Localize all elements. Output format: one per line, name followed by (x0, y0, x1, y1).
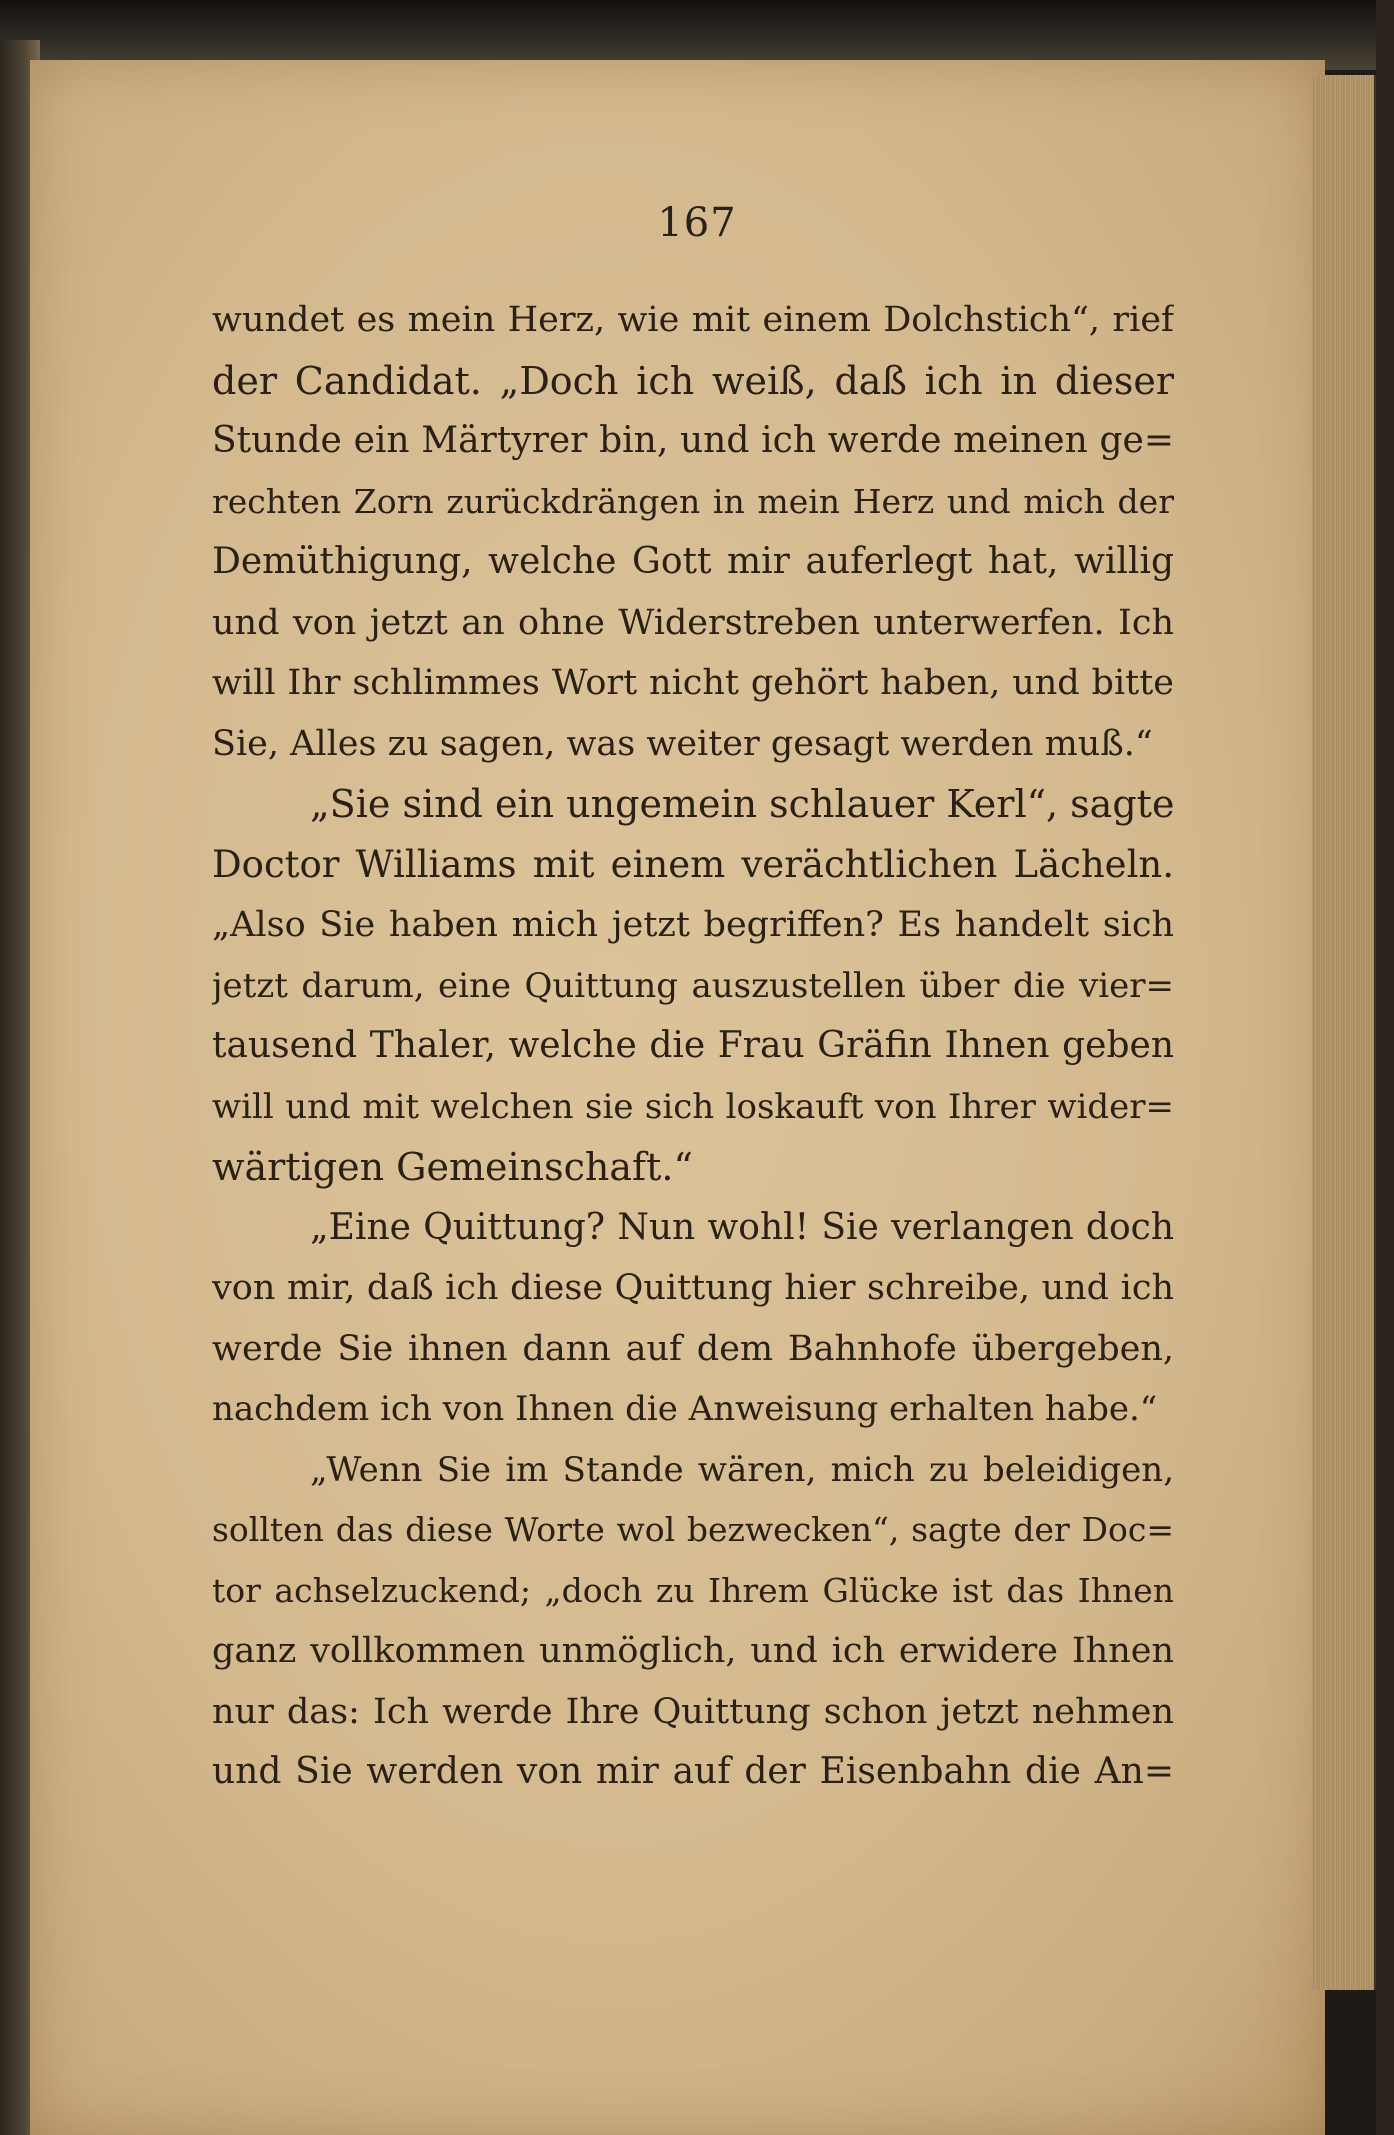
text-line: tor achselzuckend; „doch zu Ihrem Glücke ist das Ihnen (212, 1570, 1174, 1610)
text-line: und von jetzt an ohne Widerstreben unterwerfen. Ich (212, 602, 1174, 643)
text-line: „Wenn Sie im Stande wären, mich zu beleidigen, (310, 1449, 1174, 1490)
text-line: will Ihr schlimmes Wort nicht gehört haben, und bitte (212, 663, 1174, 703)
text-line: will und mit welchen sie sich loskauft von Ihrer wider= (212, 1086, 1174, 1127)
text-line: wärtigen Gemeinschaft.“ (212, 1145, 693, 1189)
book-cover-edge (1376, 0, 1394, 2135)
text-line: wundet es mein Herz, wie mit einem Dolchstich“, rief (212, 300, 1174, 340)
text-line: sollten das diese Worte wol bezwecken“, sagte der Doc= (212, 1510, 1174, 1549)
text-line: tausend Thaler, welche die Frau Gräfin Ihnen geben (212, 1025, 1174, 1066)
text-line: Doctor Williams mit einem verächtlichen Lächeln. (212, 842, 1174, 886)
text-line: „Also Sie haben mich jetzt begriffen? Es handelt sich (212, 905, 1174, 945)
text-line: Stunde ein Märtyrer bin, und ich werde meinen ge= (212, 420, 1174, 461)
text-line: und Sie werden von mir auf der Eisenbahn die An= (212, 1751, 1174, 1792)
page-edges (1312, 75, 1380, 1990)
text-line: ganz vollkommen unmöglich, und ich erwidere Ihnen (212, 1631, 1174, 1671)
text-line: nur das: Ich werde Ihre Quittung schon jetzt nehmen (212, 1691, 1174, 1732)
body-text (212, 290, 1174, 1803)
text-line: rechten Zorn zurückdrängen in mein Herz und mich der (212, 481, 1174, 521)
text-line: der Candidat. „Doch ich weiß, daß ich in dieser (212, 358, 1174, 403)
text-line: „Eine Quittung? Nun wohl! Sie verlangen doch (310, 1206, 1174, 1248)
page-number: 167 (657, 200, 737, 246)
text-line: von mir, daß ich diese Quittung hier schreibe, und ich (212, 1268, 1174, 1308)
text-line: „Sie sind ein ungemein schlauer Kerl“, sagte (310, 782, 1174, 826)
text-line: jetzt darum, eine Quittung auszustellen über die vier= (212, 965, 1174, 1006)
text-line: werde Sie ihnen dann auf dem Bahnhofe übergeben, (212, 1328, 1174, 1369)
text-line: nachdem ich von Ihnen die Anweisung erhalten habe.“ (212, 1389, 1158, 1429)
text-line: Sie, Alles zu sagen, was weiter gesagt werden muß.“ (212, 723, 1153, 764)
text-line: Demüthigung, welche Gott mir auferlegt hat, willig (212, 541, 1174, 582)
